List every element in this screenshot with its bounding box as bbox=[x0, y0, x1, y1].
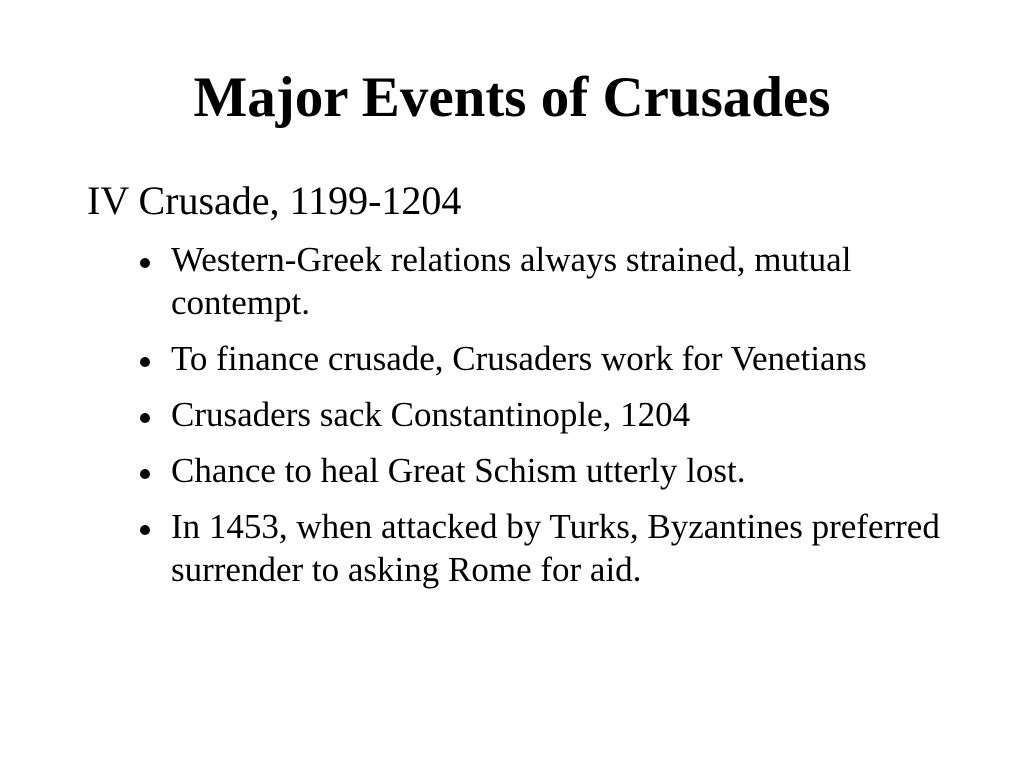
bullet-text: To finance crusade, Crusaders work for Venetians bbox=[171, 339, 867, 378]
bullet-dot-icon bbox=[140, 258, 150, 268]
bullet-text: Chance to heal Great Schism utterly lost. bbox=[171, 451, 746, 490]
bullet-text: Crusaders sack Constantinople, 1204 bbox=[171, 395, 691, 434]
bullet-item bbox=[140, 238, 940, 324]
section-heading: IV Crusade, 1199-1204 bbox=[87, 178, 462, 223]
bullet-dot-icon bbox=[140, 357, 150, 367]
bullet-item bbox=[140, 449, 940, 492]
bullet-dot-icon bbox=[140, 469, 150, 479]
bullet-dot-icon bbox=[140, 525, 150, 535]
bullet-dot-icon bbox=[140, 413, 150, 423]
slide-title: Major Events of Crusades bbox=[193, 66, 831, 129]
bullet-item bbox=[140, 337, 940, 380]
bullet-item bbox=[140, 505, 940, 591]
bullet-item bbox=[140, 393, 940, 436]
bullet-text: In 1453, when attacked by Turks, Byzantines preferred surrender to asking Rome for aid. bbox=[171, 507, 940, 589]
bullet-list bbox=[140, 238, 940, 604]
bullet-text: Western-Greek relations always strained, mutual contempt. bbox=[171, 240, 852, 322]
